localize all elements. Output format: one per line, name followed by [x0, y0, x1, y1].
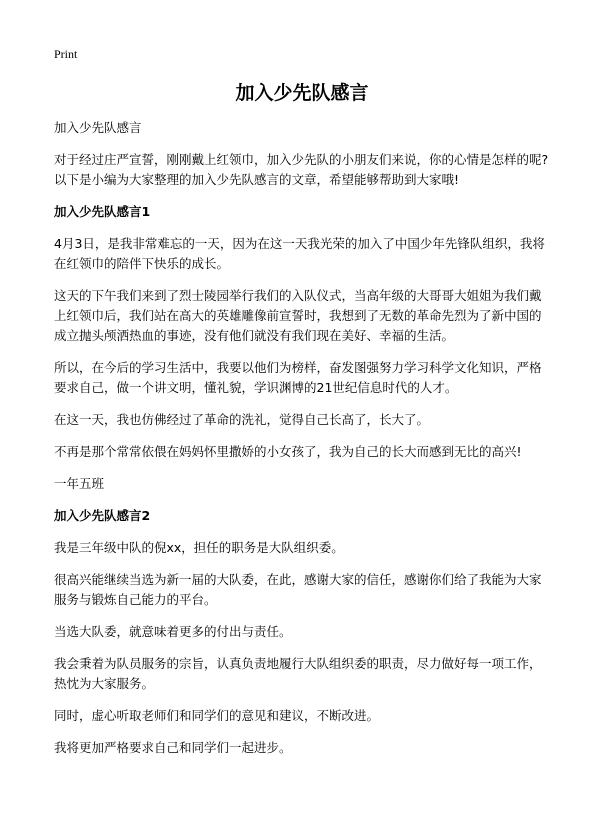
section-2-heading: 加入少先队感言2: [54, 508, 151, 523]
article-body: [54, 118, 550, 770]
section-1-paragraph: 4月3日，是我非常难忘的一天，因为在这一天我光荣的加入了中国少年先锋队组织，我将在红领巾的陪伴下快乐的成长。: [54, 236, 545, 271]
intro-subtitle: 加入少先队感言: [54, 120, 142, 135]
section-1-paragraph: 不再是那个常常依偎在妈妈怀里撒娇的小女孩了，我为自己的长大而感到无比的高兴!: [54, 444, 522, 459]
section-1-paragraph: 所以，在今后的学习生活中，我要以他们为榜样，奋发图强努力学习科学文化知识，严格要求自己，做一个讲文明，懂礼貌，学识渊博的21世纪信息时代的人才。: [54, 360, 542, 395]
section-1-signature: 一年五班: [54, 476, 105, 491]
intro-summary: 对于经过庄严宣誓，刚刚戴上红领巾，加入少先队的小朋友们来说，你的心情是怎样的呢?以下是小编为大家整理的加入少先队感言的文章，希望能够帮助到大家哦!: [54, 152, 549, 187]
print-link[interactable]: Print: [54, 47, 78, 61]
page-title: 加入少先队感言: [235, 82, 369, 104]
section-2-paragraph: 我会秉着为队员服务的宗旨，认真负责地履行大队组织委的职责，尽力做好每一项工作，热忱为大家服务。: [54, 656, 542, 691]
section-2-paragraph: 很高兴能继续当选为新一届的大队委，在此，感谢大家的信任，感谢你们给了我能为大家服务与锻炼自己能力的平台。: [54, 572, 542, 607]
section-1-paragraph: 在这一天，我也仿佛经过了革命的洗礼，觉得自己长高了，长大了。: [54, 412, 430, 427]
section-2-paragraph: 同时，虚心听取老师们和同学们的意见和建议，不断改进。: [54, 708, 380, 723]
section-2-paragraph: 我是三年级中队的倪xx，担任的职务是大队组织委。: [54, 540, 344, 555]
section-1-paragraph: 这天的下午我们来到了烈士陵园举行我们的入队仪式，当高年级的大哥哥大姐姐为我们戴上红领巾后，我们站在高大的英雄雕像前宣誓时，我想到了无数的革命先烈为了新中国的成立抛头颅洒热血的事迹，没有他们就没有我们现在美好、幸福的生活。: [54, 288, 542, 343]
section-1-heading: 加入少先队感言1: [54, 204, 151, 219]
section-2-paragraph: 当选大队委，就意味着更多的付出与责任。: [54, 624, 292, 639]
section-2-paragraph: 我将更加严格要求自己和同学们一起进步。: [54, 740, 292, 755]
